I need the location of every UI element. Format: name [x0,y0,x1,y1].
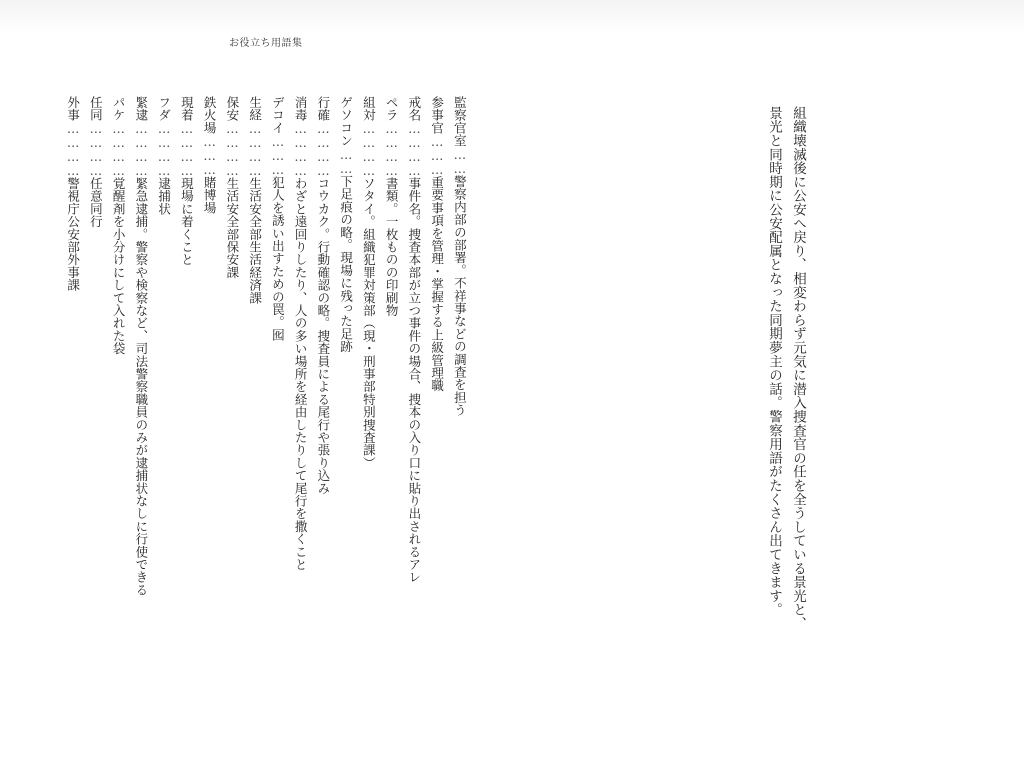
glossary-definition: 書類。一枚ものの印刷物 [384,177,400,318]
glossary-leader: ………… [247,121,263,178]
glossary-definition: 覚醒剤を小分けにして入れた袋 [111,177,127,356]
glossary-term: フダ [156,96,172,122]
glossary-term: 消毒 [293,96,309,122]
glossary-definition: 警察内部の部署。不祥事などの調査を担う [452,174,468,417]
glossary-term: 緊逮 [133,96,149,122]
glossary-definition: わざと遠回りしたり、人の多い場所を経由したりして尾行を撒くこと [293,177,309,572]
glossary-term: 行確 [315,96,331,122]
glossary-leader: ………… [315,121,331,178]
glossary-definition: コウカク。行動確認の略。捜査員による尾行や張り込み [315,177,331,495]
glossary-entry [335,96,356,656]
glossary-entry [449,96,470,656]
glossary-definition: 下足痕の略。現場に残った足跡 [338,174,354,353]
glossary-entry [290,96,311,656]
glossary-term: 生経 [247,96,263,122]
running-head: お役立ち用語集 [229,38,303,49]
glossary-entry [358,96,379,656]
glossary-leader: ………… [156,121,172,178]
glossary-definition: 緊急逮捕。警察や検察など、司法警察職員のみが逮捕状なしに行使できる [133,177,149,597]
glossary-leader: ……… [429,134,445,177]
glossary-leader: ………… [224,121,240,178]
glossary-term: パケ [111,96,127,122]
glossary-entry [426,96,447,656]
glossary-term: 鉄火場 [202,96,218,135]
glossary-term: 任同 [88,96,104,122]
glossary-entry [62,96,83,656]
synopsis-line: 景光と同時期に公安配属となった同期夢主の話。警察用語がたくさん出てきます。 [766,106,782,617]
glossary-entry [85,96,106,656]
glossary-entry [153,96,174,656]
glossary-entry [199,96,220,656]
synopsis [750,106,810,631]
glossary-term: 組対 [361,96,377,122]
glossary-leader: ………… [88,121,104,178]
glossary-leader: ………… [406,121,422,178]
glossary-entry [244,96,265,656]
glossary-leader: ………… [361,121,377,178]
right-page [512,0,1024,768]
glossary-leader: ……… [202,134,218,177]
glossary-term: 参事官 [429,96,445,135]
glossary-leader: ………… [293,121,309,178]
glossary-leader: ………… [133,121,149,178]
glossary-leader: …… [338,146,354,175]
glossary-entry [312,96,333,656]
glossary-definition: 重要事項を管理・掌握する上級管理職 [429,176,445,393]
glossary-entry [176,96,197,656]
glossary-term: 外事 [65,96,81,122]
glossary-definition: 事件名。捜査本部が立つ事件の場合、捜本の入り口に貼り出されるアレ [406,177,422,584]
glossary-definition: 逮捕状 [156,177,172,216]
glossary-definition: 犯人を誘い出すための罠。囮 [270,176,286,342]
glossary-definition: 生活安全部生活経済課 [247,177,263,305]
synopsis-line: 組織壊滅後に公安へ戻り、相変わらず元気に潜入捜査官の任を全うしている景光と、 [790,106,806,631]
glossary-leader: ………… [179,121,195,178]
glossary-leader: ………… [111,121,127,178]
glossary-entry [130,96,151,656]
glossary-entry [403,96,424,656]
glossary-definition: ソタイ。組織犯罪対策部（現・刑事部特別捜査課） [361,177,377,470]
glossary-term: 監察官室 [452,96,468,147]
glossary-entry [221,96,242,656]
glossary-leader: ………… [384,121,400,178]
glossary-term: 戒名 [406,96,422,122]
glossary-term: ゲソコン [338,96,354,147]
glossary-term: ペラ [384,96,400,122]
glossary-term: デコイ [270,96,286,135]
glossary-definition: 生活安全部保安課 [224,177,240,280]
glossary-definition: 現場に着くこと [179,177,195,267]
glossary-leader: …… [452,146,468,175]
glossary-definition: 賭博場 [202,176,218,215]
glossary-term: 現着 [179,96,195,122]
glossary-entry [267,96,288,656]
glossary-entry [381,96,402,656]
glossary-leader: ……… [270,134,286,177]
glossary [62,96,470,656]
glossary-term: 保安 [224,96,240,122]
glossary-entry [108,96,129,656]
glossary-definition: 警視庁公安部外事課 [65,177,81,292]
glossary-definition: 任意同行 [88,177,104,229]
glossary-leader: ………… [65,121,81,178]
